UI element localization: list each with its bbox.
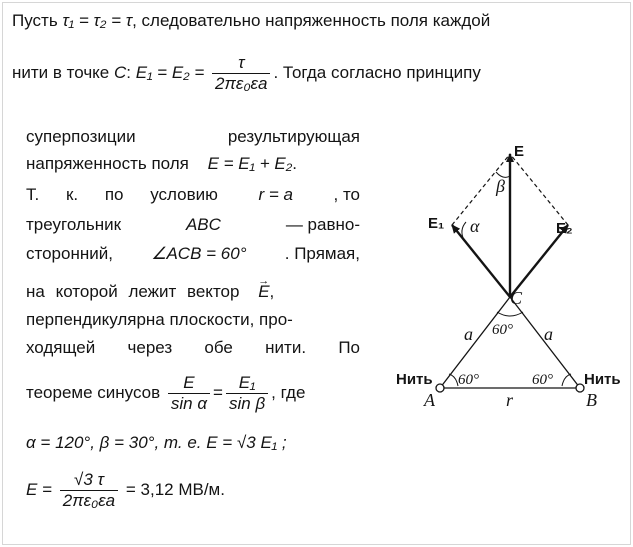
- text-then: , то: [333, 185, 360, 204]
- text-intro: Пусть: [12, 11, 58, 30]
- text-line-9: [26, 309, 360, 331]
- text-sided: сторонний,: [26, 244, 113, 263]
- label-thread-left: Нить: [396, 371, 433, 388]
- alpha-arc: [462, 222, 466, 240]
- colon: :: [126, 62, 132, 82]
- text-line-10: [26, 337, 360, 359]
- fraction-e1-over-sin-beta: [226, 373, 268, 414]
- formula-r-equal-a: r = a: [258, 185, 293, 204]
- fraction-sin-alpha: sin α: [170, 394, 208, 413]
- text-on-which-lies: на которой лежит вектор: [26, 282, 240, 301]
- point-c-label: C: [114, 62, 127, 82]
- text-line-6: [26, 214, 360, 236]
- text-line-straight: . Прямая,: [284, 244, 360, 263]
- equals: =: [213, 382, 223, 402]
- formula-angle-acb: ∠ACB = 60°: [151, 244, 247, 263]
- top-angle-arc: [497, 312, 523, 316]
- text-field-strength: напряженность поля: [26, 154, 189, 173]
- text-equilateral: — равно-: [285, 215, 360, 234]
- fraction-e1: E₁: [226, 373, 268, 394]
- comma: ,: [269, 282, 275, 301]
- label-angle-right: 60°: [532, 372, 553, 388]
- formula-angles-and-result: α = 120°, β = 30°, т. е. E = √3 E₁ ;: [26, 433, 287, 452]
- fraction-final-denominator: 2πε₀εa: [62, 491, 116, 510]
- label-side-a-left: a: [464, 324, 473, 344]
- text-line-4: [26, 153, 360, 175]
- fraction-denominator: 2πε₀εa: [215, 74, 268, 93]
- text-line-11: [26, 373, 360, 414]
- text-after-tau: , следовательно напряженность поля каждой: [132, 11, 491, 30]
- label-thread-right: Нить: [584, 371, 621, 388]
- text-line-12: [26, 432, 287, 454]
- text-line-7: [26, 243, 360, 265]
- text-field-at-point: нити в точке: [12, 62, 110, 82]
- fraction-e: E: [168, 373, 210, 394]
- fraction-e-over-sin-alpha: [168, 373, 210, 414]
- text-superposition: суперпозиции результирующая: [26, 127, 360, 146]
- vector-diagram: [380, 130, 630, 420]
- text-line-13: [26, 470, 225, 511]
- label-point-b: B: [586, 390, 597, 410]
- label-side-a-right: a: [544, 324, 553, 344]
- fraction-sqrt3-tau: √3 τ: [60, 470, 118, 491]
- formula-e-final: E =: [26, 479, 52, 499]
- thread-a-circle: [436, 384, 444, 392]
- fraction-sin-beta: sin β: [228, 394, 266, 413]
- left-angle-arc: [449, 374, 458, 386]
- vector-e1-arrow: [452, 225, 510, 297]
- formula-e-equal: E₁ = E₂ =: [135, 62, 205, 82]
- fraction-final: [60, 470, 118, 511]
- right-angle-arc: [562, 374, 571, 386]
- label-e2: E₂: [556, 220, 573, 237]
- fraction-numerator: τ: [212, 53, 270, 74]
- text-by-condition: Т. к. по условию: [26, 185, 218, 204]
- label-beta: β: [496, 176, 505, 196]
- text-where: , где: [271, 382, 306, 402]
- label-distance-r: r: [506, 390, 514, 410]
- label-e1: E₁: [428, 215, 445, 232]
- text-sine-theorem: теореме синусов: [26, 382, 161, 402]
- formula-vector-sum: E = E₁ + E₂: [207, 154, 293, 173]
- text-line-1: [12, 10, 490, 32]
- dashed-edge-right: [510, 154, 568, 225]
- text-passing-through: ходящей через обе нити. По: [26, 338, 360, 357]
- text-triangle: треугольник: [26, 215, 122, 234]
- fraction-tau-over-denominator: [212, 53, 270, 94]
- label-point-a: A: [424, 390, 435, 410]
- text-line-8: [26, 281, 360, 303]
- text-line-2: [12, 53, 481, 94]
- text-superposition-start: . Тогда согласно принципу: [273, 62, 481, 82]
- label-e: E: [514, 143, 525, 160]
- label-c: C: [510, 288, 523, 308]
- text-final-value: = 3,12 МВ/м.: [125, 479, 225, 499]
- text-line-3: [26, 126, 360, 148]
- label-angle-left: 60°: [458, 372, 479, 388]
- thread-b-circle: [576, 384, 584, 392]
- vector-e: → E: [258, 281, 269, 303]
- text-perpendicular: перпендикулярна плоскости, про-: [26, 310, 293, 329]
- text-line-5: [26, 184, 360, 206]
- label-angle-top: 60°: [492, 322, 513, 338]
- label-alpha: α: [470, 216, 480, 236]
- formula-tau-equal: τ₁ = τ₂ = τ: [62, 11, 133, 30]
- period: .: [292, 154, 297, 173]
- triangle-abc: ABC: [185, 215, 221, 234]
